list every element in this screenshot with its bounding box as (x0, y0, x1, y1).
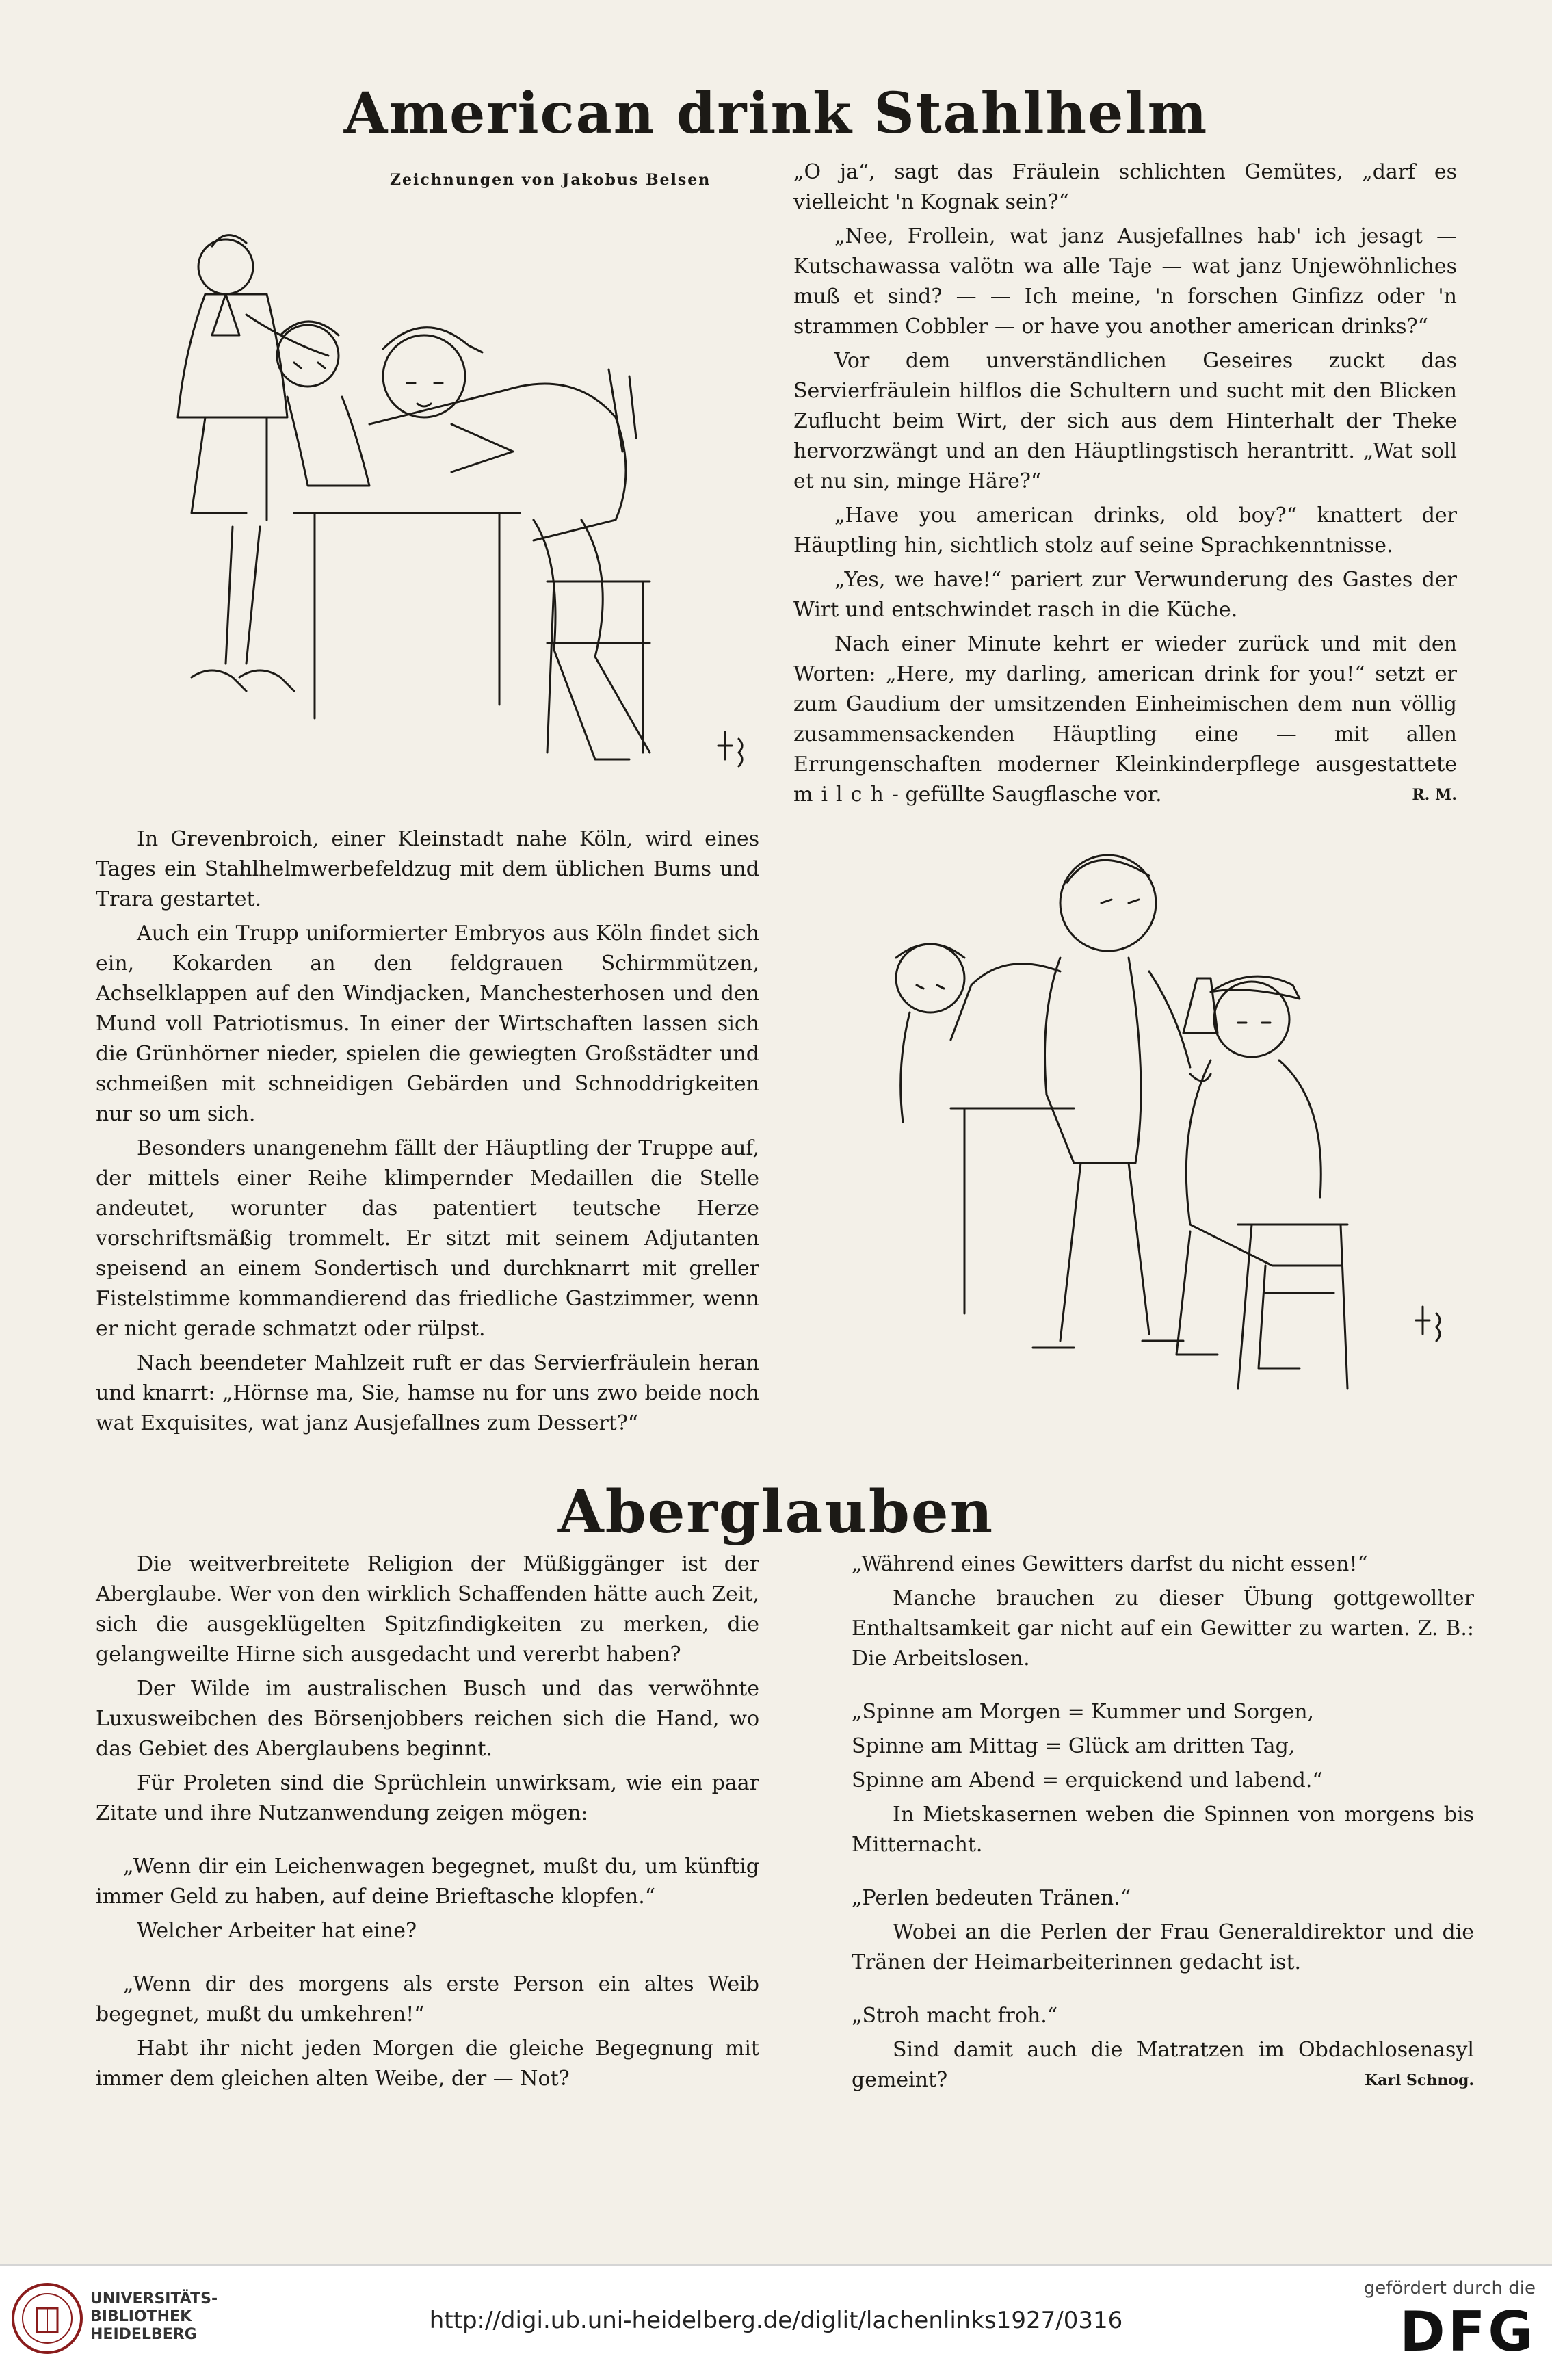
quote: „Wenn dir ein Leichenwagen begegnet, mußt du, um künftig immer Geld zu haben, auf deine Brieftasche klopfen.“ (96, 1855, 759, 1909)
illustration-credit: Zeichnungen von Jakobus Belsen (390, 171, 711, 189)
paragraph-text: Sind damit auch die Matratzen im Obdachlosenasyl gemeint? (852, 2038, 1474, 2092)
spaced-word: milch (793, 783, 892, 807)
verse-line: „Spinne am Morgen = Kummer und Sorgen, (852, 1700, 1315, 1724)
quote: „Perlen bedeuten Tränen.“ (852, 1886, 1131, 1910)
paragraph: Vor dem unverständlichen Geseires zuckt das Servierfräulein hilflos die Schultern und sucht mit den Blicken Zuflucht beim Wirt, der sich aus dem Hinterhalt der Theke hervorzwängt und an den Häuptlingstisch herantritt. „Wat soll et nu sin, minge Häre?“ (793, 349, 1457, 493)
paragraph: „Yes, we have!“ pariert zur Verwunderung des Gastes der Wirt und entschwindet rasch in die Küche. (793, 568, 1457, 622)
article-title-aberglauben: Aberglauben (557, 1478, 995, 1547)
paragraph: In Grevenbroich, einer Kleinstadt nahe Köln, wird eines Tages ein Stahlhelmwerbefeldzug mit dem üblichen Bums und Trara gestartet. (96, 827, 759, 911)
author-signature: Karl Schnog. (1365, 2071, 1474, 2089)
paragraph: „Nee, Frollein, wat janz Ausjefallnes hab' ich jesagt — Kutschawassa valötn wa alle Taje — wat janz Unjewöhnliches muß et sind? — — Ich meine, 'n forschen Ginfizz oder 'n strammen Cobbler — or have you another american drinks?“ (793, 224, 1457, 339)
article1-left-column (96, 824, 759, 1443)
illustration-innkeeper-with-bottle (855, 814, 1457, 1402)
paragraph: Nach beendeter Mahlzeit ruft er das Servierfräulein heran und knarrt: „Hörnse ma, Sie, hamse nu for uns zwo beide noch wat Exquisites, wat janz Ausjefallnes zum Dessert?“ (96, 1351, 759, 1435)
paragraph: Die weitverbreitete Religion der Müßiggänger ist der Aberglaube. Wer von den wirklich Schaffenden hätte auch Zeit, sich die ausgeklügelten Spitzfindigkeiten zu merken, die gelangweilte Hirne sich ausgedacht und vererbt haben? (96, 1552, 759, 1666)
paragraph: Der Wilde im australischen Busch und das verwöhnte Luxusweibchen des Börsenjobbers reichen sich die Hand, wo das Gebiet des Aberglaubens beginnt. (96, 1677, 759, 1761)
paragraph-last: Nach einer Minute kehrt er wieder zurück und mit den Worten: „Here, my darling, american drink for you!“ setzt er zum Gaudium der umsitzenden Einheimischen dem nun völlig zusammensackenden Häuptling eine — mit allen Errungenschaften moderner Kleinkinderpflege ausgestattete milch- gefüllte Saugflasche vor. R. M. (793, 629, 1457, 810)
author-signature: R. M. (1412, 786, 1457, 804)
quote: „Während eines Gewitters darfst du nicht essen!“ (852, 1552, 1368, 1576)
paragraph: Wobei an die Perlen der Frau Generaldirektor und die Tränen der Heimarbeiterinnen gedacht ist. (852, 1920, 1474, 1974)
source-url-link[interactable]: http://digi.ub.uni-heidelberg.de/diglit/lachenlinks1927/0316 (429, 2307, 1123, 2334)
paragraph: In Mietskasernen weben die Spinnen von morgens bis Mitternacht. (852, 1803, 1474, 1857)
library-name-line: UNIVERSITÄTS- (90, 2290, 218, 2307)
paragraph: Manche brauchen zu dieser Übung gottgewollter Enthaltsamkeit gar nicht auf ein Gewitter zu warten. Z. B.: Die Arbeitslosen. (852, 1586, 1474, 1671)
verse-line: Spinne am Abend = erquickend und labend.“ (852, 1768, 1323, 1792)
paragraph: Besonders unangenehm fällt der Häuptling der Truppe auf, der mittels einer Reihe klimpernder Medaillen die Stelle andeutet, worunter das patentiert teutsche Herze vorschriftsmäßig trommelt. Er sitzt mit seinem Adjutanten speisend an einem Sondertisch und durchknarrt mit greller Fistelstimme kommandierend das friedliche Gastzimmer, wenn er nicht gerade schmatzt oder rülpst. (96, 1136, 759, 1341)
quote: „Wenn dir des morgens als erste Person ein altes Weib begegnet, mußt du umkehren!“ (96, 1972, 759, 2026)
paragraph (852, 2035, 1474, 2095)
illustration-waitress-and-soldiers (164, 198, 793, 814)
article2-left-column (96, 1549, 759, 2098)
article1-right-column (793, 157, 1457, 814)
quote: „Stroh macht froh.“ (852, 2004, 1058, 2028)
library-name-line: BIBLIOTHEK (90, 2308, 192, 2325)
paragraph-text: Nach einer Minute kehrt er wieder zurück und mit den Worten: „Here, my darling, american drink for you!“ setzt er zum Gaudium der umsitzenden Einheimischen dem nun völlig zusammensackenden Häuptling eine — mit allen Errungenschaften moderner Kleinkinderpflege ausgestattete (793, 632, 1457, 776)
article2-right-column (852, 1549, 1474, 2100)
paragraph-text: gefüllte Saugflasche vor. (905, 783, 1162, 807)
sponsor-text: gefördert durch die (1363, 2278, 1536, 2299)
library-name-line: HEIDELBERG (90, 2326, 197, 2343)
dfg-logo: DFG (1399, 2300, 1536, 2364)
sponsor-block (1364, 2278, 1536, 2363)
verse-line: Spinne am Mittag = Glück am dritten Tag, (852, 1734, 1295, 1758)
article-title-american-drink: American drink Stahlhelm (343, 81, 1209, 146)
paragraph: Habt ihr nicht jeden Morgen die gleiche Begegnung mit immer dem gleichen alten Weibe, der — Not? (96, 2037, 759, 2091)
paragraph: „Have you american drinks, old boy?“ knattert der Häuptling hin, sichtlich stolz auf seine Sprachkenntnisse. (793, 504, 1457, 558)
footer-bar (0, 2264, 1552, 2380)
paragraph: „O ja“, sagt das Fräulein schlichten Gemütes, „darf es vielleicht 'n Kognak sein?“ (793, 160, 1457, 214)
paragraph: Welcher Arbeiter hat eine? (137, 1919, 417, 1943)
paragraph: Für Proleten sind die Sprüchlein unwirksam, wie ein paar Zitate und ihre Nutzanwendung zeigen mögen: (96, 1771, 759, 1825)
paragraph: Auch ein Trupp uniformierter Embryos aus Köln findet sich ein, Kokarden an den feldgrauen Schirmmützen, Achselklappen auf den Windjacken, Manchesterhosen und den Mund voll Patriotismus. In einer der Wirtschaften lassen sich die Grünhörner nieder, spielen die gewiegten Großstädter und schmeißen mit schneidigen Gebärden und Schnoddrigkeiten nur so um sich. (96, 921, 759, 1126)
